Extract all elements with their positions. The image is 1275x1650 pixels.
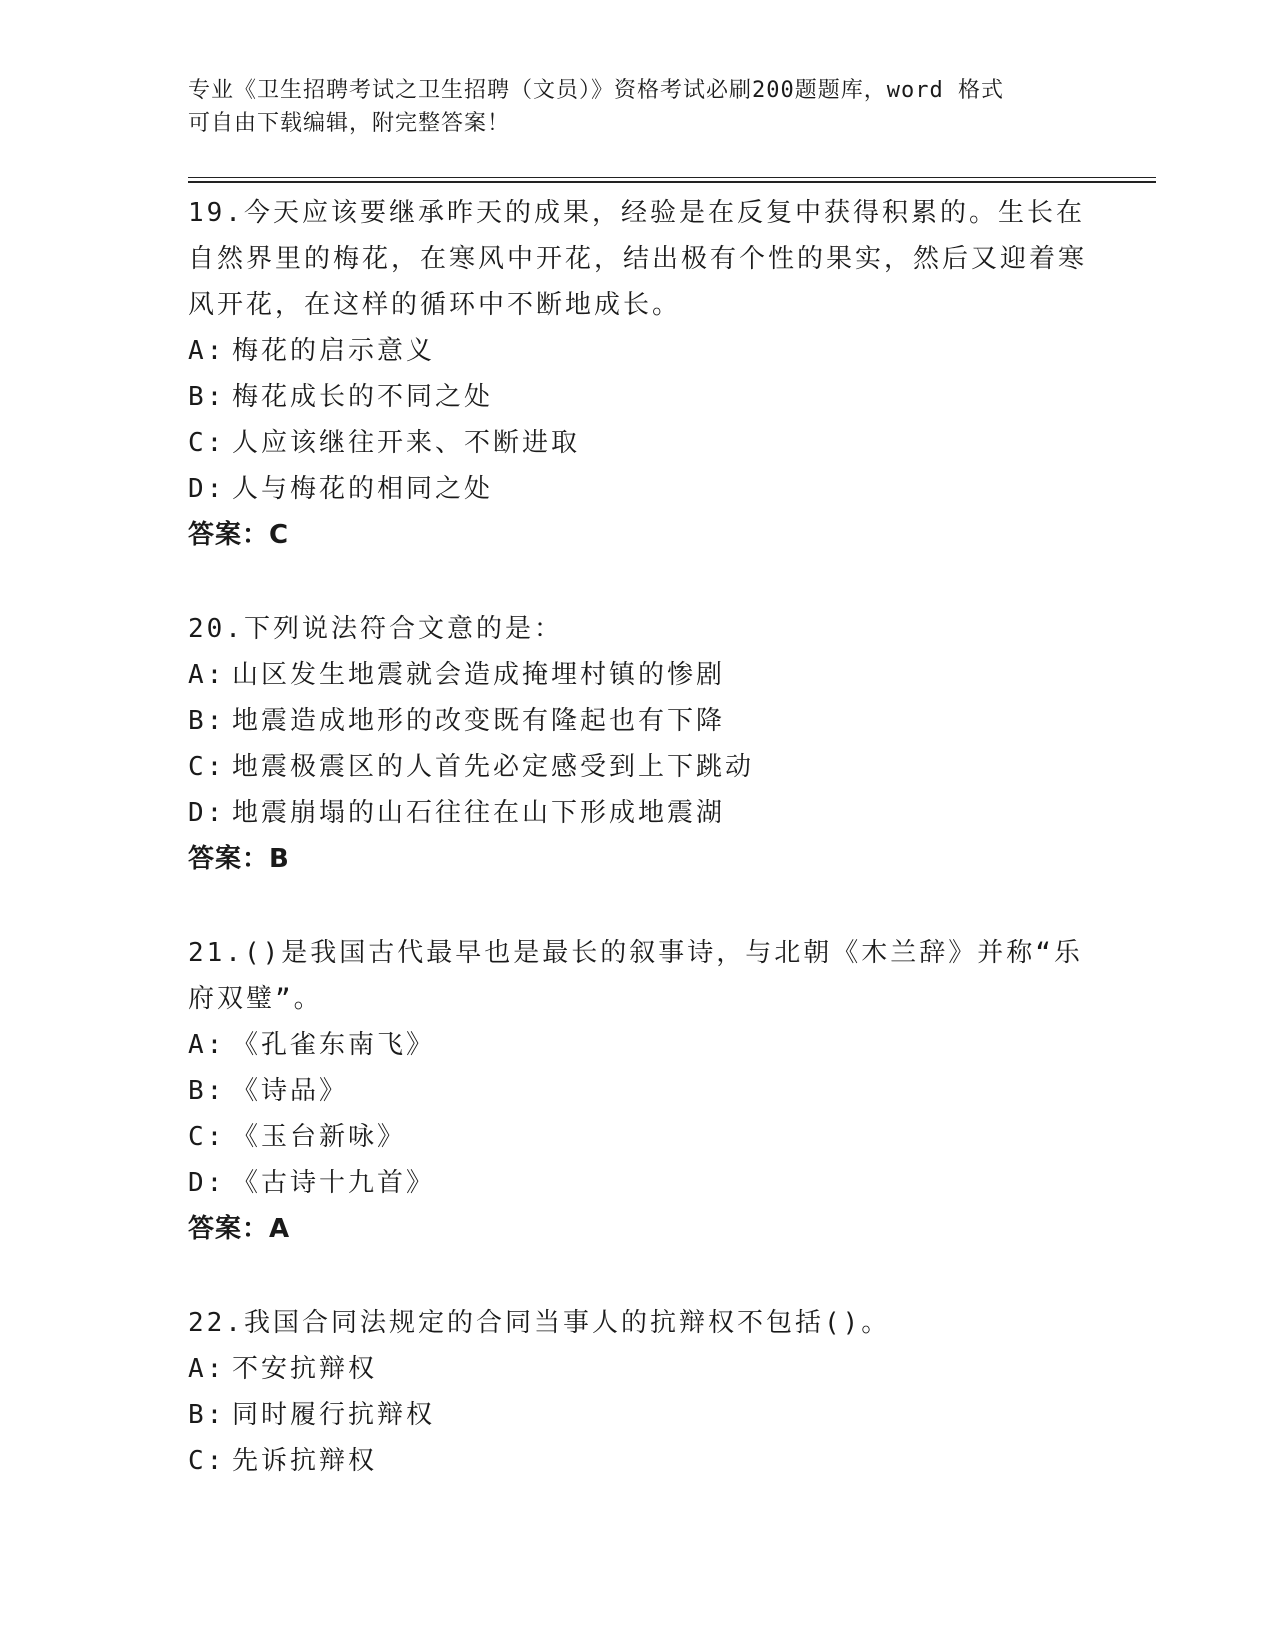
option-letter: A: xyxy=(188,1030,226,1060)
option-text: 先诉抗辩权 xyxy=(232,1446,378,1476)
question-22 xyxy=(188,1300,1088,1484)
option-letter: A: xyxy=(188,1354,226,1384)
option-letter: C: xyxy=(188,752,226,782)
option-c xyxy=(188,1438,1088,1484)
option-text: 同时履行抗辩权 xyxy=(232,1400,436,1430)
option-letter: D: xyxy=(188,798,226,828)
question-stem: 20.下列说法符合文意的是： xyxy=(188,614,563,644)
option-a xyxy=(188,328,1088,374)
answer-label: 答案：B xyxy=(188,844,290,874)
option-letter: A: xyxy=(188,336,226,366)
option-text: 人应该继往开来、不断进取 xyxy=(232,428,581,458)
option-c xyxy=(188,420,1088,466)
option-letter: D: xyxy=(188,1168,226,1198)
header-divider-thick xyxy=(188,181,1156,183)
option-text: 不安抗辩权 xyxy=(232,1354,378,1384)
option-letter: B: xyxy=(188,1076,226,1106)
option-b xyxy=(188,374,1088,420)
option-letter: D: xyxy=(188,474,226,504)
question-stem: 19.今天应该要继承昨天的成果，经验是在反复中获得积累的。生长在自然界里的梅花，在寒风中开花，结出极有个性的果实，然后又迎着寒风开花，在这样的循环中不断地成长。 xyxy=(188,198,1088,320)
question-21 xyxy=(188,930,1088,1252)
question-stem: 22.我国合同法规定的合同当事人的抗辩权不包括()。 xyxy=(188,1308,891,1338)
question-19 xyxy=(188,190,1088,558)
option-text: 地震极震区的人首先必定感受到上下跳动 xyxy=(232,752,755,782)
question-list xyxy=(188,190,1088,1532)
option-c xyxy=(188,1114,1088,1160)
option-a xyxy=(188,1346,1088,1392)
question-stem: 21.()是我国古代最早也是最长的叙事诗，与北朝《木兰辞》并称“乐府双璧”。 xyxy=(188,938,1083,1014)
option-letter: B: xyxy=(188,1400,226,1430)
header-divider-thin xyxy=(188,177,1156,178)
option-text: 地震造成地形的改变既有隆起也有下降 xyxy=(232,706,726,736)
option-letter: C: xyxy=(188,428,226,458)
document-header xyxy=(188,74,1088,140)
option-d xyxy=(188,1160,1088,1206)
option-text: 人与梅花的相同之处 xyxy=(232,474,494,504)
option-b xyxy=(188,698,1088,744)
option-c xyxy=(188,744,1088,790)
answer-label: 答案：A xyxy=(188,1214,291,1244)
option-letter: C: xyxy=(188,1122,226,1152)
option-letter: C: xyxy=(188,1446,226,1476)
answer-label: 答案：C xyxy=(188,520,290,550)
option-letter: B: xyxy=(188,382,226,412)
option-a xyxy=(188,1022,1088,1068)
option-text: 《诗品》 xyxy=(232,1076,349,1106)
header-line-1: 专业《卫生招聘考试之卫生招聘（文员）》资格考试必刷200题题库，word 格式 xyxy=(188,78,1004,103)
option-letter: A: xyxy=(188,660,226,690)
option-text: 《玉台新咏》 xyxy=(232,1122,407,1152)
option-text: 梅花成长的不同之处 xyxy=(232,382,494,412)
question-20 xyxy=(188,606,1088,882)
option-d xyxy=(188,790,1088,836)
option-text: 山区发生地震就会造成掩埋村镇的惨剧 xyxy=(232,660,726,690)
header-line-2: 可自由下载编辑，附完整答案！ xyxy=(188,111,511,136)
option-letter: B: xyxy=(188,706,226,736)
option-text: 《孔雀东南飞》 xyxy=(232,1030,436,1060)
option-b xyxy=(188,1392,1088,1438)
option-d xyxy=(188,466,1088,512)
option-a xyxy=(188,652,1088,698)
option-b xyxy=(188,1068,1088,1114)
option-text: 梅花的启示意义 xyxy=(232,336,436,366)
option-text: 地震崩塌的山石往往在山下形成地震湖 xyxy=(232,798,726,828)
option-text: 《古诗十九首》 xyxy=(232,1168,436,1198)
